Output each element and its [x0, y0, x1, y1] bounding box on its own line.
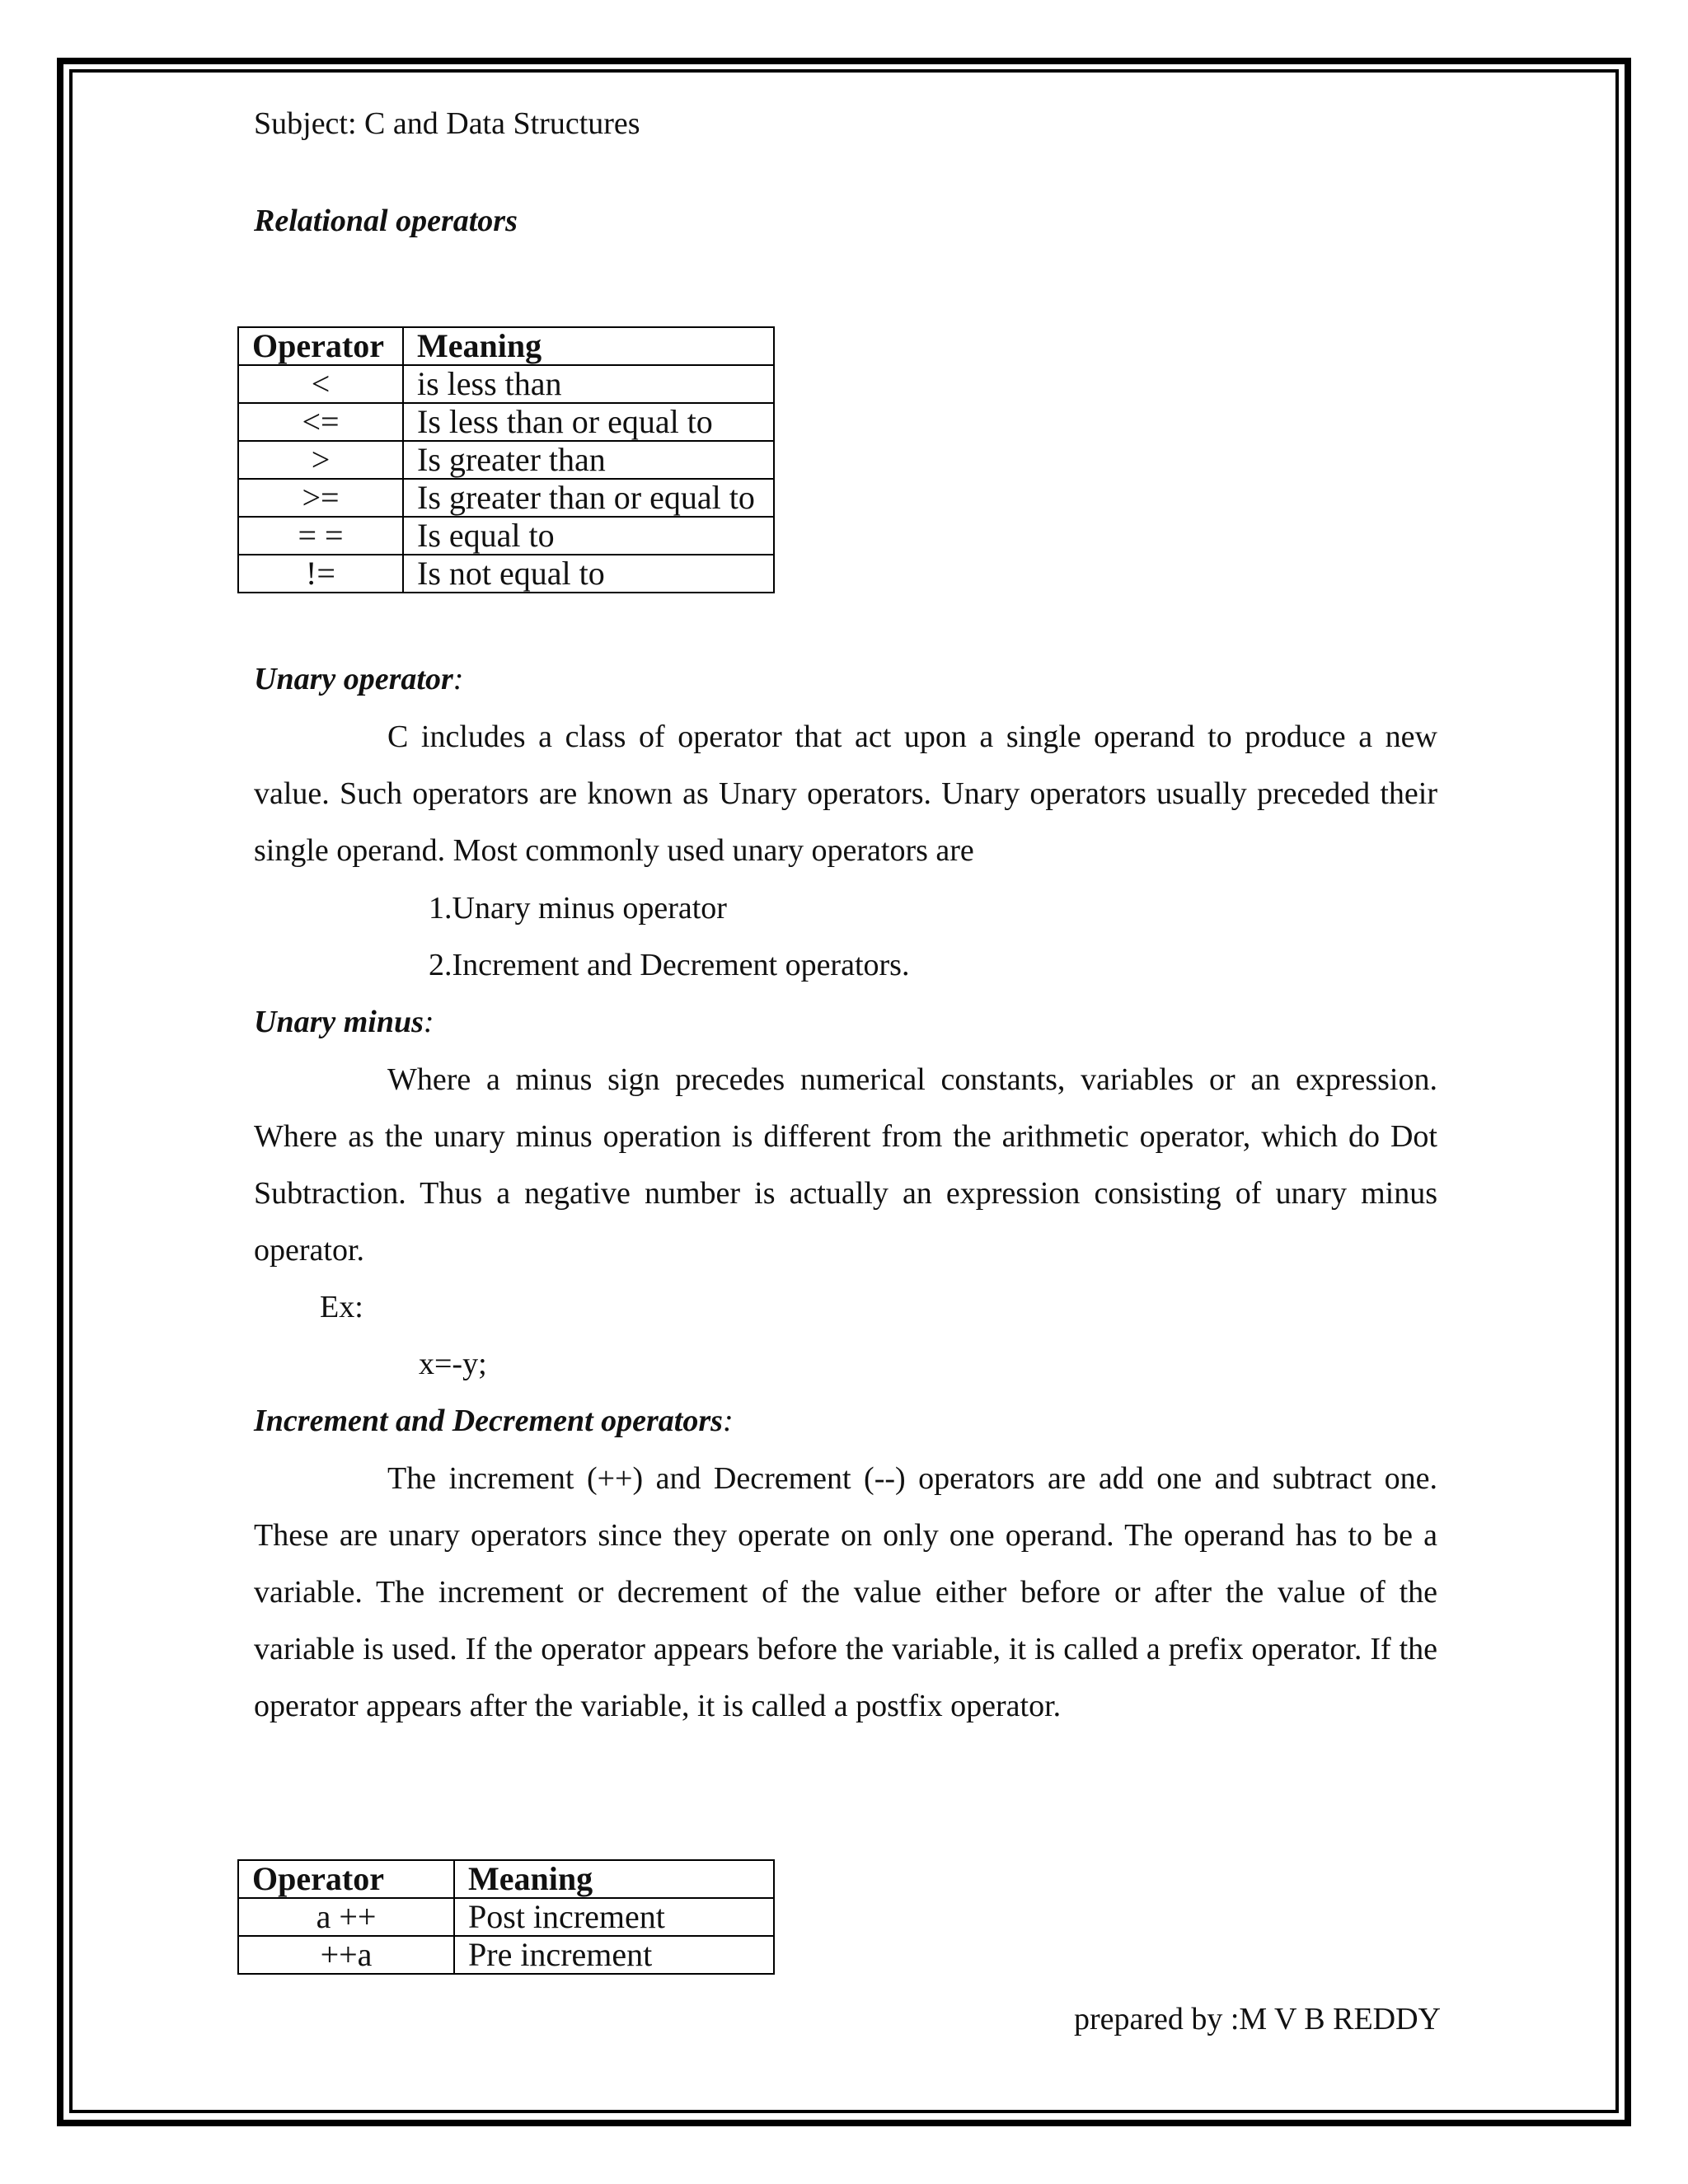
meaning-cell: Is greater than or equal to: [403, 479, 774, 517]
incdec-heading-text: Increment and Decrement operators: [254, 1404, 723, 1438]
table-row: [238, 365, 774, 403]
relational-table: [237, 326, 775, 593]
increment-table: [237, 1859, 775, 1975]
table-row: [238, 479, 774, 517]
operator-cell: a ++: [238, 1898, 454, 1936]
operator-cell: <=: [238, 403, 403, 441]
heading-colon: :: [423, 1005, 434, 1039]
unary-heading-text: Unary operator: [254, 662, 453, 696]
example-label: Ex:: [320, 1290, 363, 1324]
column-header: Operator: [238, 1860, 454, 1898]
unary-heading: [254, 661, 463, 697]
operator-cell: >=: [238, 479, 403, 517]
meaning-cell: is less than: [403, 365, 774, 403]
meaning-cell: Is equal to: [403, 517, 774, 555]
table-row: [238, 403, 774, 441]
operator-cell: = =: [238, 517, 403, 555]
unary-paragraph: C includes a class of operator that act upon a single operand to produce a new value. Such operators are known as Unary operators. Unary operators usually preceded their single operand. Most commonly used unary operators are: [254, 719, 1437, 868]
column-header: Meaning: [403, 327, 774, 365]
relational-heading: [254, 203, 518, 239]
meaning-cell: Pre increment: [454, 1936, 774, 1974]
footer-credit: prepared by :M V B REDDY: [1073, 2002, 1441, 2036]
operator-cell: <: [238, 365, 403, 403]
table-header-row: [238, 327, 774, 365]
unary-minus-heading-text: Unary minus: [254, 1005, 424, 1039]
example-code: x=-y;: [419, 1347, 487, 1381]
operator-cell: !=: [238, 555, 403, 593]
incdec-paragraph: The increment (++) and Decrement (--) operators are add one and subtract one. These are unary operators since they operate on only one operand. The operand has to be a variable. The increment or decrement of the value either before or after the value of the variable is used. If the operator appears before the variable, it is called a prefix operator. If the operator appears after the variable, it is called a postfix operator.: [254, 1461, 1437, 1723]
meaning-cell: Is not equal to: [403, 555, 774, 593]
meaning-cell: Post increment: [454, 1898, 774, 1936]
unary-minus-paragraph: Where a minus sign precedes numerical constants, variables or an expression. Where as the unary minus operation is different from the arithmetic operator, which do Dot Subtraction. Thus a negative number is actually an expression consisting of unary minus operator.: [254, 1062, 1437, 1268]
table-row: [238, 517, 774, 555]
column-header: Operator: [238, 327, 403, 365]
subject-line: Subject: C and Data Structures: [254, 106, 640, 141]
meaning-cell: Is greater than: [403, 441, 774, 479]
table-header-row: [238, 1860, 774, 1898]
meaning-cell: Is less than or equal to: [403, 403, 774, 441]
relational-heading-text: Relational operators: [254, 204, 518, 238]
table-row: [238, 1936, 774, 1974]
operator-cell: >: [238, 441, 403, 479]
heading-colon: :: [452, 662, 464, 696]
operator-cell: ++a: [238, 1936, 454, 1974]
list-item: 1.Unary minus operator: [429, 891, 727, 926]
incdec-heading: [254, 1403, 734, 1439]
heading-colon: :: [722, 1404, 734, 1438]
table-row: [238, 1898, 774, 1936]
column-header: Meaning: [454, 1860, 774, 1898]
unary-minus-heading: [254, 1004, 434, 1040]
table-row: [238, 441, 774, 479]
table-row: [238, 555, 774, 593]
list-item: 2.Increment and Decrement operators.: [429, 948, 910, 982]
